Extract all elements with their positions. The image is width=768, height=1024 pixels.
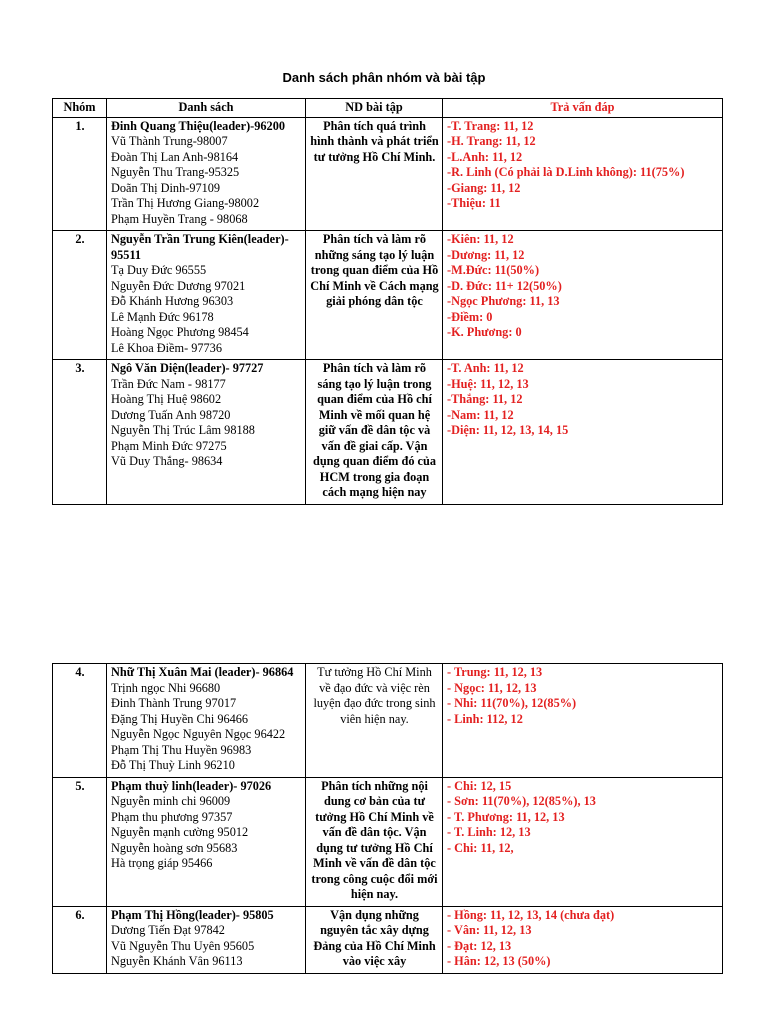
result-entry: -H. Trang: 11, 12 (447, 134, 536, 148)
result-entry: -Dương: 11, 12 (447, 247, 525, 262)
oral-results (443, 777, 723, 906)
result-entry: -M.Đức: 11(50%) (447, 263, 540, 277)
result-entry: - Nhi: 11(70%), 12(85%) (447, 696, 577, 710)
oral-results (443, 117, 723, 231)
result-entry: - Hân: 12, 13 (50%) (447, 954, 551, 968)
assignment-topic: Vận dụng những nguyên tắc xây dựng Đảng của Hồ Chí Minh vào việc xây (306, 906, 443, 973)
group-member: Hà trọng giáp 95466 (111, 856, 213, 870)
oral-results (443, 360, 723, 505)
group-member: Nguyễn hoàng sơn 95683 (111, 840, 238, 855)
group-member: Đoàn Thị Lan Anh-98164 (111, 149, 239, 164)
assignment-topic: Tư tưởng Hồ Chí Minh về đạo đức và việc rèn luyện đạo đức trong sinh viên hiện nay. (306, 664, 443, 778)
group-number: 2. (53, 231, 107, 360)
assignment-topic: Phân tích quá trình hình thành và phát triển tư tưởng Hồ Chí Minh. (306, 117, 443, 231)
member-list (107, 360, 306, 505)
result-entry: -Kiên: 11, 12 (447, 232, 514, 246)
result-entry: - Chi: 11, 12, (447, 840, 514, 855)
group-member: Dương Tuấn Anh 98720 (111, 407, 231, 422)
group-member: Doãn Thị Dinh-97109 (111, 180, 221, 195)
group-number: 6. (53, 906, 107, 973)
group-member: Trần Đức Nam - 98177 (111, 376, 226, 391)
group-member: Nguyễn Ngọc Nguyên Ngọc 96422 (111, 727, 286, 741)
header-danh-sach: Danh sách (107, 99, 306, 118)
group-member: Nguyễn minh chi 96009 (111, 794, 231, 808)
group-member: Trịnh ngọc Nhi 96680 (111, 680, 221, 695)
group-number: 3. (53, 360, 107, 505)
group-member: Dương Tiến Đạt 97842 (111, 923, 225, 937)
result-entry: - Vân: 11, 12, 13 (447, 923, 532, 937)
group-table-2 (52, 663, 723, 974)
result-entry: - Ngọc: 11, 12, 13 (447, 680, 537, 695)
group-row (53, 117, 723, 231)
result-entry: -Diện: 11, 12, 13, 14, 15 (447, 423, 569, 437)
group-member: Nguyễn mạnh cường 95012 (111, 825, 249, 839)
group-row (53, 664, 723, 778)
group-member: Trần Thị Hương Giang-98002 (111, 196, 260, 210)
group-member: Lê Khoa Điềm- 97736 (111, 340, 222, 355)
result-entry: - Đạt: 12, 13 (447, 938, 512, 953)
oral-results (443, 906, 723, 973)
member-list (107, 231, 306, 360)
group-leader: Đinh Quang Thiệu(leader)-96200 (111, 118, 285, 133)
member-list (107, 664, 306, 778)
assignment-topic: Phân tích và làm rõ sáng tạo lý luận trong quan điểm của Hồ chí Minh về mối quan hệ giữ vấn đề dân tộc và vấn đề giai cấp. Vận dụng quan điểm đó của HCM trong gia đoạn cách mạng hiện nay (306, 360, 443, 505)
group-member: Phạm Thị Thu Huyền 96983 (111, 742, 252, 757)
result-entry: - Chi: 12, 15 (447, 778, 512, 793)
result-entry: -R. Linh (Có phải là D.Linh không): 11(75%) (447, 165, 685, 179)
group-row (53, 906, 723, 973)
result-entry: -Ngọc Phương: 11, 13 (447, 294, 560, 308)
group-table-1 (52, 98, 723, 505)
group-member: Nguyễn Khánh Vân 96113 (111, 954, 243, 968)
group-member: Vũ Nguyễn Thu Uyên 95605 (111, 938, 255, 953)
oral-results (443, 664, 723, 778)
result-entry: -Điềm: 0 (447, 309, 493, 324)
group-member: Nguyễn Thị Trúc Lâm 98188 (111, 423, 255, 437)
result-entry: -Thắng: 11, 12 (447, 392, 523, 406)
group-number: 5. (53, 777, 107, 906)
table-header-row (53, 99, 723, 118)
group-leader: Nhữ Thị Xuân Mai (leader)- 96864 (111, 665, 294, 679)
group-member: Đặng Thị Huyền Chi 96466 (111, 711, 249, 726)
group-member: Nguyễn Thu Trang-95325 (111, 165, 240, 179)
group-leader: Phạm Thị Hồng(leader)- 95805 (111, 907, 274, 922)
result-entry: - T. Phương: 11, 12, 13 (447, 809, 565, 824)
group-member: Phạm Huyền Trang - 98068 (111, 211, 248, 226)
group-member: Đinh Thành Trung 97017 (111, 696, 237, 710)
group-number: 4. (53, 664, 107, 778)
group-member: Phạm thu phương 97357 (111, 809, 233, 824)
header-nd-bai-tap: ND bài tập (306, 99, 443, 118)
header-tra-van-dap: Trả vấn đáp (443, 99, 723, 118)
result-entry: -K. Phương: 0 (447, 325, 522, 339)
member-list (107, 906, 306, 973)
group-leader: Nguyễn Trần Trung Kiên(leader)- 95511 (111, 232, 289, 262)
group-member: Đỗ Thị Thuỳ Linh 96210 (111, 758, 235, 772)
group-row (53, 231, 723, 360)
group-leader: Ngô Văn Diện(leader)- 97727 (111, 361, 264, 375)
result-entry: -D. Đức: 11+ 12(50%) (447, 278, 562, 293)
result-entry: -Nam: 11, 12 (447, 407, 514, 422)
group-member: Nguyễn Đức Dương 97021 (111, 278, 246, 293)
group-number: 1. (53, 117, 107, 231)
group-row (53, 777, 723, 906)
group-member: Vũ Duy Thắng- 98634 (111, 454, 223, 468)
member-list (107, 777, 306, 906)
result-entry: -T. Trang: 11, 12 (447, 118, 534, 133)
result-entry: - Linh: 112, 12 (447, 711, 523, 726)
group-leader: Phạm thuỳ linh(leader)- 97026 (111, 778, 272, 793)
result-entry: -L.Anh: 11, 12 (447, 149, 523, 164)
result-entry: - T. Linh: 12, 13 (447, 825, 531, 839)
group-member: Hoàng Ngọc Phương 98454 (111, 325, 249, 339)
assignment-topic: Phân tích và làm rõ những sáng tạo lý luận trong quan điểm của Hồ Chí Minh về Cách mạng giải phóng dân tộc (306, 231, 443, 360)
result-entry: - Sơn: 11(70%), 12(85%), 13 (447, 794, 596, 808)
group-member: Vũ Thành Trung-98007 (111, 134, 228, 148)
result-entry: - Hồng: 11, 12, 13, 14 (chưa đạt) (447, 907, 615, 922)
member-list (107, 117, 306, 231)
group-member: Đỗ Khánh Hương 96303 (111, 294, 234, 308)
group-member: Hoàng Thị Huệ 98602 (111, 392, 222, 406)
header-nhom: Nhóm (53, 99, 107, 118)
result-entry: -Thiệu: 11 (447, 196, 501, 210)
oral-results (443, 231, 723, 360)
group-row (53, 360, 723, 505)
result-entry: -T. Anh: 11, 12 (447, 361, 524, 375)
document-title: Danh sách phân nhóm và bài tập (282, 70, 486, 85)
group-member: Lê Mạnh Đức 96178 (111, 309, 214, 324)
group-member: Tạ Duy Đức 96555 (111, 263, 207, 277)
result-entry: - Trung: 11, 12, 13 (447, 665, 543, 679)
assignment-topic: Phân tích những nội dung cơ bản của tư tưởng Hồ Chí Minh về vấn đề dân tộc. Vận dụng tư tưởng Hồ Chí Minh về vấn đề dân tộc trong công cuộc đổi mới hiện nay. (306, 777, 443, 906)
result-entry: -Huệ: 11, 12, 13 (447, 376, 529, 391)
result-entry: -Giang: 11, 12 (447, 180, 521, 195)
group-member: Phạm Minh Đức 97275 (111, 438, 227, 453)
